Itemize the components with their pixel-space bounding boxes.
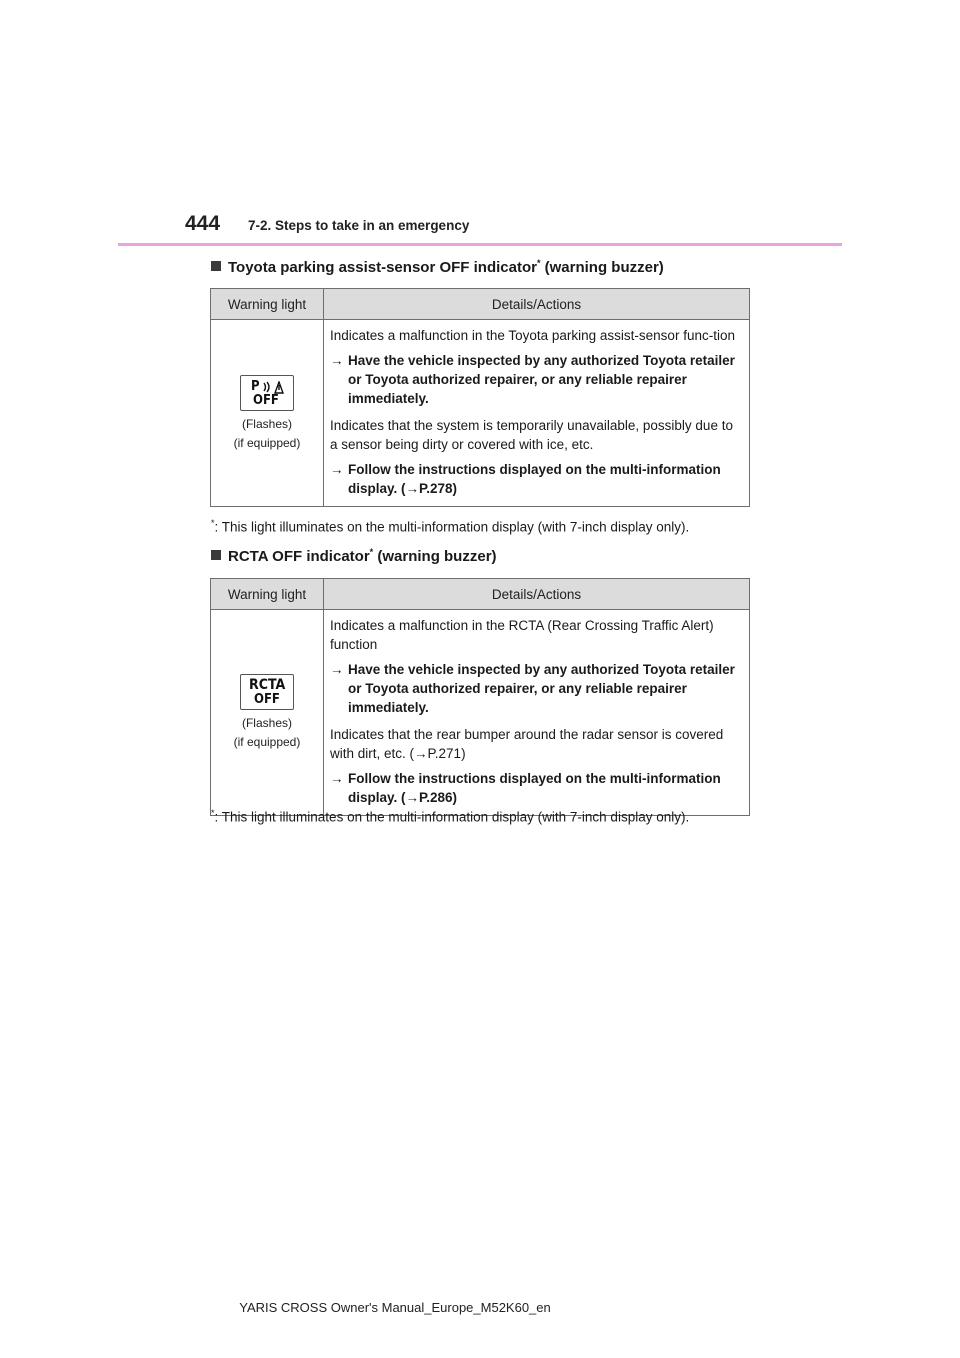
details-cell [324,610,750,816]
footnote-text: : This light illuminates on the multi-information display (with 7-inch display only). [214,809,690,825]
warning-table-rcta [210,578,750,816]
footnote [211,518,689,535]
malfunction-text: Indicates a malfunction in the Toyota parking assist-sensor func-tion [330,328,735,343]
section-title: 7-2. Steps to take in an emergency [248,218,470,233]
action-inspect [330,351,743,408]
unavailable-text: Indicates that the system is temporarily unavailable, possibly due to a sensor being dirty or covered with ice, etc. [330,418,733,452]
page-reference-link[interactable]: P.271) [427,746,466,761]
page-number: 444 [185,212,221,235]
table-header-row [211,579,750,610]
heading-suffix: (warning buzzer) [540,259,664,276]
malfunction-text: Indicates a malfunction in the RCTA (Rear Crossing Traffic Alert) function [330,618,714,652]
heading-asterisk: * [536,258,541,268]
table-row [211,610,750,816]
col-details-actions: Details/Actions [324,289,750,320]
col-details-actions: Details/Actions [324,579,750,610]
action-follow-text: Follow the instructions displayed on the multi-information display. ( [348,462,721,496]
action-inspect-text: Have the vehicle inspected by any authorized Toyota retailer or Toyota authorized repairer, or any reliable repairer immediately. [348,353,735,406]
arrow-icon: → [330,353,344,368]
caption-flashes: (Flashes) [241,716,292,730]
action-follow [330,460,743,498]
action-inspect-text: Have the vehicle inspected by any authorized Toyota retailer or Toyota authorized repairer, or any reliable repairer immediately. [348,662,735,715]
footnote-text: : This light illuminates on the multi-information display (with 7-inch display only). [214,519,690,535]
section-heading-rcta [211,547,497,565]
heading-asterisk: * [369,547,374,557]
page-footer [0,1300,960,1315]
caption-if-equipped: (if equipped) [233,735,301,749]
arrow-icon: → [405,481,420,496]
caption-if-equipped: (if equipped) [233,435,301,450]
bullet-square-icon [211,550,221,560]
warning-light-cell [211,610,324,816]
icon-line2: OFF [253,392,279,408]
footnote-asterisk: * [211,518,215,528]
footnote [211,808,689,825]
footer-text: YARIS CROSS Owner's Manual_Europe_M52K60_en [239,1300,551,1315]
parking-assist-sensor-off-icon [240,375,294,411]
arrow-icon: → [330,771,344,786]
warning-table-parking-assist [210,288,750,507]
arrow-icon: → [330,462,344,477]
section-heading-parking-assist [211,258,664,276]
icon-line1: RCTA [249,677,286,693]
icon-line2: OFF [254,692,280,707]
page-reference-link[interactable]: P.278) [419,481,458,496]
table-header-row [211,289,750,320]
rcta-off-icon [240,674,294,710]
arrow-icon: → [414,746,428,761]
sonar-waves-icon [263,381,285,394]
heading-text: RCTA OFF indicator [228,548,370,565]
details-cell [324,320,750,507]
covered-text-main: Indicates that the rear bumper around the radar sensor is covered with dirt, etc. ( [330,727,724,761]
table-row [211,320,750,507]
arrow-icon: → [330,662,344,677]
warning-light-cell [211,320,324,507]
bullet-square-icon [211,261,221,271]
heading-suffix: (warning buzzer) [373,548,497,565]
action-follow-text: Follow the instructions displayed on the multi-information display. ( [348,771,721,805]
col-warning-light: Warning light [211,289,324,320]
heading-text: Toyota parking assist-sensor OFF indicator [228,259,537,276]
arrow-icon: → [405,790,420,805]
footnote-asterisk: * [211,808,215,818]
covered-text [330,725,743,763]
page-reference-link[interactable]: P.286) [419,790,458,805]
col-warning-light: Warning light [211,579,324,610]
icon-line1: P [251,378,260,394]
action-follow [330,769,743,807]
header-divider [118,243,842,246]
action-inspect [330,660,743,717]
caption-flashes: (Flashes) [241,416,292,431]
